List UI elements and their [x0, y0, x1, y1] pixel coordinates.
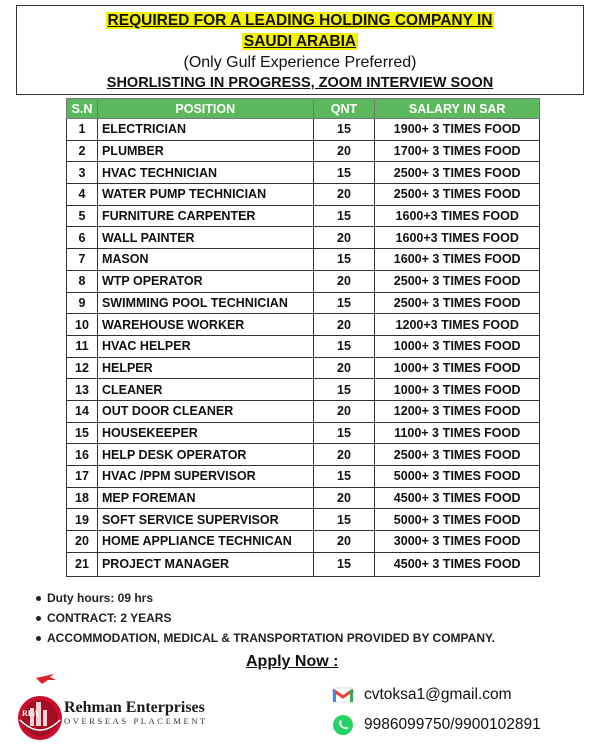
jobs-table — [66, 98, 540, 577]
cell-sn: 6 — [67, 227, 98, 249]
cell-sn: 5 — [67, 205, 98, 227]
cell-qnt: 20 — [313, 487, 375, 509]
cell-salary: 1700+ 3 TIMES FOOD — [375, 140, 540, 162]
cell-sn: 13 — [67, 379, 98, 401]
bullet-icon — [36, 636, 41, 641]
cell-salary: 1100+ 3 TIMES FOOD — [375, 422, 540, 444]
headline-line-1: REQUIRED FOR A LEADING HOLDING COMPANY IN — [107, 12, 493, 29]
table-row — [67, 270, 540, 292]
cell-salary: 1600+3 TIMES FOOD — [375, 227, 540, 249]
cell-position: PROJECT MANAGER — [97, 552, 313, 576]
table-row — [67, 119, 540, 141]
table-row — [67, 422, 540, 444]
cell-qnt: 15 — [313, 162, 375, 184]
cell-qnt: 20 — [313, 270, 375, 292]
cell-position: SWIMMING POOL TECHNICIAN — [97, 292, 313, 314]
cell-salary: 1000+ 3 TIMES FOOD — [375, 335, 540, 357]
table-row — [67, 227, 540, 249]
apply-now-heading: Apply Now : — [246, 653, 339, 670]
cell-sn: 2 — [67, 140, 98, 162]
cell-position: HOME APPLIANCE TECHNICAN — [97, 531, 313, 553]
bullet-icon — [36, 616, 41, 621]
cell-sn: 11 — [67, 335, 98, 357]
table-row — [67, 444, 540, 466]
phone-contact[interactable] — [332, 714, 541, 736]
cell-salary: 1200+ 3 TIMES FOOD — [375, 400, 540, 422]
header-box — [16, 5, 584, 95]
cell-salary: 1600+3 TIMES FOOD — [375, 205, 540, 227]
table-row — [67, 205, 540, 227]
cell-salary: 5000+ 3 TIMES FOOD — [375, 466, 540, 488]
cell-qnt: 15 — [313, 249, 375, 271]
table-row — [67, 335, 540, 357]
note-benefits: ACCOMMODATION, MEDICAL & TRANSPORTATION PROVIDED BY COMPANY. — [47, 631, 496, 645]
cell-salary: 2500+ 3 TIMES FOOD — [375, 292, 540, 314]
cell-sn: 16 — [67, 444, 98, 466]
cell-position: HVAC TECHNICIAN — [97, 162, 313, 184]
header-position: POSITION — [97, 99, 313, 119]
cell-sn: 10 — [67, 314, 98, 336]
cell-position: WALL PAINTER — [97, 227, 313, 249]
cell-salary: 5000+ 3 TIMES FOOD — [375, 509, 540, 531]
cell-position: HOUSEKEEPER — [97, 422, 313, 444]
cell-qnt: 20 — [313, 140, 375, 162]
cell-qnt: 20 — [313, 227, 375, 249]
table-row — [67, 487, 540, 509]
table-row — [67, 466, 540, 488]
notes-list — [36, 588, 495, 648]
note-item — [36, 608, 495, 628]
gmail-icon — [332, 686, 354, 704]
cell-qnt: 20 — [313, 400, 375, 422]
cell-sn: 15 — [67, 422, 98, 444]
table-row — [67, 249, 540, 271]
cell-qnt: 15 — [313, 335, 375, 357]
cell-qnt: 20 — [313, 444, 375, 466]
cell-sn: 14 — [67, 400, 98, 422]
cell-position: PLUMBER — [97, 140, 313, 162]
header-salary: SALARY IN SAR — [375, 99, 540, 119]
cell-position: MEP FOREMAN — [97, 487, 313, 509]
note-duty-hours: Duty hours: 09 hrs — [47, 591, 154, 605]
experience-note: (Only Gulf Experience Preferred) — [183, 54, 417, 71]
cell-salary: 1600+ 3 TIMES FOOD — [375, 249, 540, 271]
cell-qnt: 20 — [313, 357, 375, 379]
table-row — [67, 292, 540, 314]
whatsapp-icon — [332, 714, 354, 736]
cell-position: ELECTRICIAN — [97, 119, 313, 141]
cell-qnt: 20 — [313, 531, 375, 553]
cell-salary: 1000+ 3 TIMES FOOD — [375, 357, 540, 379]
company-name: Rehman Enterprises — [64, 699, 205, 716]
note-item — [36, 628, 495, 648]
cell-position: HELPER — [97, 357, 313, 379]
cell-sn: 9 — [67, 292, 98, 314]
cell-sn: 20 — [67, 531, 98, 553]
table-row — [67, 162, 540, 184]
table-row — [67, 314, 540, 336]
cell-qnt: 15 — [313, 509, 375, 531]
bullet-icon — [36, 596, 41, 601]
cell-position: HVAC HELPER — [97, 335, 313, 357]
header-qnt: QNT — [313, 99, 375, 119]
cell-salary: 3000+ 3 TIMES FOOD — [375, 531, 540, 553]
cell-position: CLEANER — [97, 379, 313, 401]
cell-sn: 21 — [67, 552, 98, 576]
table-row — [67, 357, 540, 379]
shortlisting-note: SHORLISTING IN PROGRESS, ZOOM INTERVIEW SOON — [106, 75, 494, 91]
cell-salary: 4500+ 3 TIMES FOOD — [375, 552, 540, 576]
cell-qnt: 15 — [313, 466, 375, 488]
cell-salary: 2500+ 3 TIMES FOOD — [375, 162, 540, 184]
cell-qnt: 15 — [313, 292, 375, 314]
cell-salary: 1200+3 TIMES FOOD — [375, 314, 540, 336]
headline-line-2: SAUDI ARABIA — [243, 33, 357, 50]
phone-numbers[interactable]: 9986099750/9900102891 — [364, 716, 541, 733]
cell-salary: 1000+ 3 TIMES FOOD — [375, 379, 540, 401]
cell-sn: 1 — [67, 119, 98, 141]
cell-qnt: 15 — [313, 422, 375, 444]
cell-sn: 7 — [67, 249, 98, 271]
table-header-row — [67, 99, 540, 119]
table-row — [67, 184, 540, 206]
cell-position: HELP DESK OPERATOR — [97, 444, 313, 466]
cell-position: OUT DOOR CLEANER — [97, 400, 313, 422]
cell-qnt: 15 — [313, 379, 375, 401]
table-row — [67, 531, 540, 553]
cell-salary: 1900+ 3 TIMES FOOD — [375, 119, 540, 141]
cell-qnt: 15 — [313, 552, 375, 576]
header-sn: S.N — [67, 99, 98, 119]
cell-sn: 19 — [67, 509, 98, 531]
cell-sn: 3 — [67, 162, 98, 184]
table-body — [67, 119, 540, 577]
email-address[interactable]: cvtoksa1@gmail.com — [364, 686, 512, 703]
svg-text:REA: REA — [22, 709, 39, 718]
cell-qnt: 20 — [313, 314, 375, 336]
table-row — [67, 509, 540, 531]
note-contract: CONTRACT: 2 YEARS — [47, 611, 172, 625]
cell-position: SOFT SERVICE SUPERVISOR — [97, 509, 313, 531]
cell-salary: 2500+ 3 TIMES FOOD — [375, 444, 540, 466]
cell-salary: 2500+ 3 TIMES FOOD — [375, 184, 540, 206]
cell-sn: 4 — [67, 184, 98, 206]
cell-position: FURNITURE CARPENTER — [97, 205, 313, 227]
cell-position: WAREHOUSE WORKER — [97, 314, 313, 336]
cell-sn: 18 — [67, 487, 98, 509]
cell-position: WTP OPERATOR — [97, 270, 313, 292]
cell-sn: 8 — [67, 270, 98, 292]
cell-qnt: 15 — [313, 119, 375, 141]
table-row — [67, 552, 540, 576]
table-row — [67, 140, 540, 162]
email-contact[interactable] — [332, 686, 512, 704]
cell-position: WATER PUMP TECHNICIAN — [97, 184, 313, 206]
table-row — [67, 379, 540, 401]
cell-position: MASON — [97, 249, 313, 271]
company-tagline: OVERSEAS PLACEMENT — [64, 716, 208, 726]
table-row — [67, 400, 540, 422]
cell-qnt: 20 — [313, 184, 375, 206]
cell-sn: 17 — [67, 466, 98, 488]
cell-salary: 4500+ 3 TIMES FOOD — [375, 487, 540, 509]
cell-sn: 12 — [67, 357, 98, 379]
cell-qnt: 15 — [313, 205, 375, 227]
cell-salary: 2500+ 3 TIMES FOOD — [375, 270, 540, 292]
note-item — [36, 588, 495, 608]
cell-position: HVAC /PPM SUPERVISOR — [97, 466, 313, 488]
